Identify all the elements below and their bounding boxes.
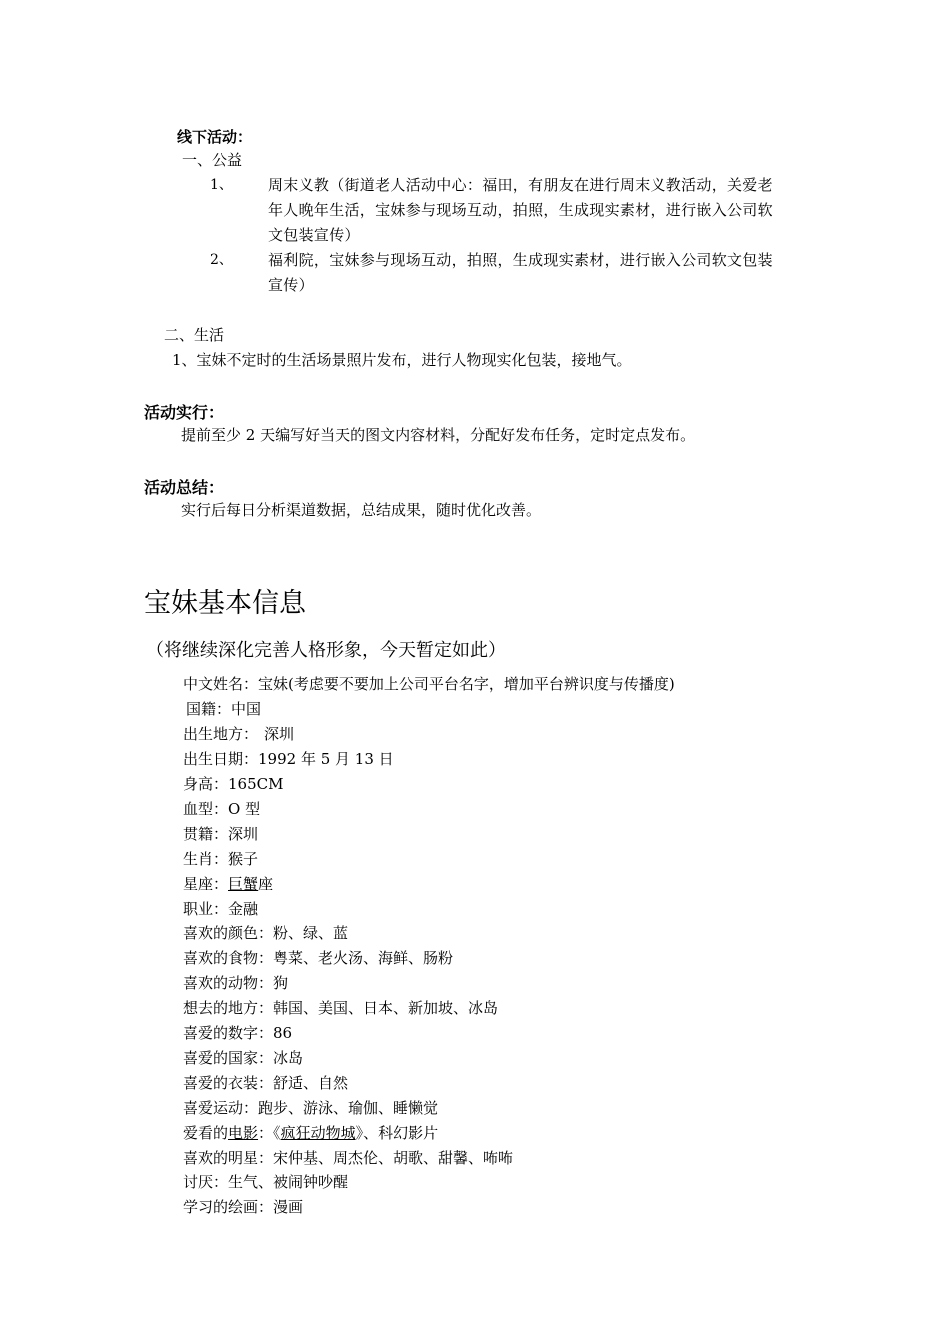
field-label: 喜爱的国家：: [183, 1049, 274, 1067]
field-value: O 型: [228, 800, 261, 818]
field-label: 国籍：: [186, 700, 232, 718]
field-label: 身高：: [183, 775, 229, 793]
field-favorite-stars: [183, 1146, 513, 1171]
field-birthplace: [183, 722, 294, 747]
field-label: 喜欢的颜色：: [183, 924, 274, 942]
field-value: 中国: [231, 700, 262, 718]
field-value: 86: [273, 1024, 293, 1042]
field-birthday: [183, 747, 394, 772]
section-life-title: 二、生活: [164, 326, 225, 344]
list-item-line: 宣传）: [268, 276, 314, 294]
field-value: 165CM: [228, 775, 284, 793]
field-label: 生肖：: [183, 850, 229, 868]
field-label: 中文姓名：: [183, 675, 259, 693]
field-height: [183, 772, 283, 797]
summary-heading: 活动总结：: [144, 478, 225, 497]
list-item-line: 福利院，宝妹参与现场互动，拍照，生成现实素材，进行嵌入公司软文包装: [268, 251, 773, 269]
list-item-line: 周末义教（街道老人活动中心：福田，有朋友在进行周末义教活动，关爱老: [268, 176, 773, 194]
field-value: 粤菜、老火汤、海鲜、肠粉: [273, 949, 454, 967]
field-movies: [183, 1121, 438, 1146]
execution-text: 提前至少 2 天编写好当天的图文内容材料，分配好发布任务，定时定点发布。: [181, 426, 696, 444]
field-label: 喜爱的数字：: [183, 1024, 274, 1042]
list-item-number: 1、: [210, 177, 233, 193]
field-label: 贯籍：: [183, 825, 229, 843]
field-value: 》、科幻影片: [355, 1124, 439, 1142]
profile-title: 宝妹基本信息: [144, 588, 306, 619]
field-origin: [183, 822, 258, 847]
field-nationality: [186, 697, 261, 722]
field-value: 韩国、美国、日本、新加坡、冰岛: [273, 999, 499, 1017]
field-value: 冰岛: [273, 1049, 304, 1067]
field-favorite-clothing: [183, 1071, 348, 1096]
field-value: 生气、被闹钟吵醒: [228, 1173, 349, 1191]
section-life-item: 1、宝妹不定时的生活场景照片发布，进行人物现实化包装，接地气。: [172, 351, 632, 369]
field-value: 深圳: [264, 725, 295, 743]
field-label: 喜爱的衣装：: [183, 1074, 274, 1092]
list-item-line: 文包装宣传）: [268, 226, 360, 244]
field-label: ：: [258, 1124, 274, 1142]
constellation-link[interactable]: 巨蟹: [228, 875, 259, 893]
field-value: 漫画: [273, 1198, 304, 1216]
field-label: 讨厌：: [183, 1173, 229, 1191]
field-label: 出生地方：: [183, 725, 259, 743]
field-label: 想去的地方：: [183, 999, 274, 1017]
list-item-number: 2、: [210, 252, 233, 268]
field-value: 宋仲基、周杰伦、胡歌、甜馨、咘咘: [273, 1149, 514, 1167]
field-drawing: [183, 1195, 303, 1220]
field-zodiac: [183, 847, 258, 872]
field-label: 血型：: [183, 800, 229, 818]
field-label: 喜欢的明星：: [183, 1149, 274, 1167]
field-value: 深圳: [228, 825, 259, 843]
field-label: 学习的绘画：: [183, 1198, 274, 1216]
field-places: [183, 996, 498, 1021]
field-blood-type: [183, 797, 260, 822]
field-favorite-number: [183, 1021, 292, 1046]
field-value: 座: [258, 875, 274, 893]
field-label: 出生日期：: [183, 750, 259, 768]
field-favorite-country: [183, 1046, 303, 1071]
field-chinese-name: [183, 672, 675, 697]
field-favorite-sports: [183, 1096, 438, 1121]
field-dislikes: [183, 1170, 348, 1195]
field-label: 星座：: [183, 875, 229, 893]
field-value: 舒适、自然: [273, 1074, 349, 1092]
field-job: [183, 897, 258, 922]
field-constellation: [183, 872, 273, 897]
field-value: 金融: [228, 900, 259, 918]
field-favorite-animal: [183, 971, 288, 996]
offline-heading: 线下活动：: [177, 128, 253, 146]
field-value: 猴子: [228, 850, 259, 868]
movie-link[interactable]: 电影: [228, 1124, 259, 1142]
zootopia-link[interactable]: 疯狂动物城: [280, 1124, 356, 1142]
field-label: 喜欢的食物：: [183, 949, 274, 967]
field-value: 狗: [273, 974, 289, 992]
field-label: 喜欢的动物：: [183, 974, 274, 992]
field-label: 职业：: [183, 900, 229, 918]
execution-heading: 活动实行：: [144, 403, 225, 422]
section-public-welfare-title: 一、公益: [182, 151, 243, 169]
list-item-line: 年人晚年生活，宝妹参与现场互动，拍照，生成现实素材，进行嵌入公司软: [268, 201, 773, 219]
field-favorite-food: [183, 946, 453, 971]
profile-subtitle: （将继续深化完善人格形象，今天暂定如此）: [146, 640, 506, 661]
field-value: 跑步、游泳、瑜伽、睡懒觉: [258, 1099, 439, 1117]
field-value: 宝妹(考虑要不要加上公司平台名字，增加平台辨识度与传播度): [258, 675, 675, 693]
field-favorite-colors: [183, 921, 348, 946]
field-label: 爱看的: [183, 1124, 229, 1142]
field-value: 1992 年 5 月 13 日: [258, 750, 394, 768]
field-value: 《: [273, 1124, 281, 1142]
field-label: 喜爱运动：: [183, 1099, 259, 1117]
summary-text: 实行后每日分析渠道数据，总结成果，随时优化改善。: [181, 501, 542, 519]
field-value: 粉、绿、蓝: [273, 924, 349, 942]
